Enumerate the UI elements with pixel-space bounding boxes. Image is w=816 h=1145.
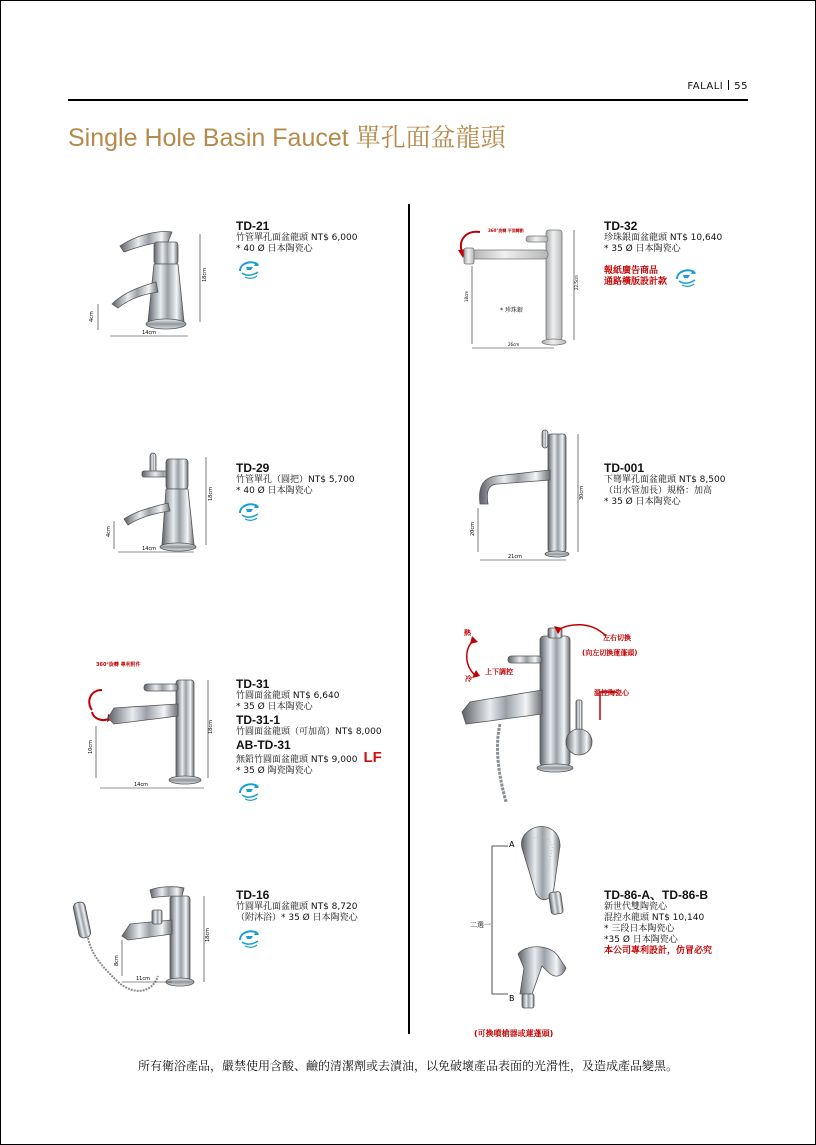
product-code: TD-86-A、TD-86-B <box>604 888 709 902</box>
faucet-drawing <box>464 230 566 345</box>
product-td31 <box>236 677 382 806</box>
ceramic-cartridge-icon <box>236 500 262 522</box>
product-code: TD-31 <box>236 677 270 691</box>
ceramic-cartridge-icon <box>673 266 699 288</box>
td16-faucet-image <box>72 876 222 1016</box>
product-cartridge: * 35 Ø 日本陶瓷心 <box>604 244 681 254</box>
product-code: TD-32 <box>604 219 638 233</box>
product-td001 <box>604 461 725 508</box>
product-cartridge: * 40 Ø 日本陶瓷心 <box>236 486 313 496</box>
td32-faucet-image <box>450 218 590 352</box>
mixer-annotation-cold: 冷 <box>465 675 472 683</box>
product-td86 <box>604 888 712 957</box>
td16-height-dim: 18cm <box>205 928 211 942</box>
ceramic-cartridge-icon <box>236 258 262 280</box>
td29-height-dim: 18cm <box>208 487 214 501</box>
faucet-drawing <box>112 232 186 329</box>
promo-note-2: 通路橫版設計款 <box>604 277 668 287</box>
product-cartridge: （附沐浴）* 35 Ø 日本陶瓷心 <box>236 913 358 923</box>
td21-height-dim: 18cm <box>202 268 208 282</box>
td32-rotation-annotation: 360°旋轉 平面轉動 <box>488 228 524 233</box>
page-title: Single Hole Basin Faucet 單孔面盆龍頭 <box>68 124 506 152</box>
product-description: 竹管單孔（圓把）NT$ 5,700 <box>236 475 355 485</box>
product-description: 珍珠銀面盆龍頭 NT$ 10,640 <box>604 233 723 243</box>
td21-spout-dim: 4cm <box>89 311 95 322</box>
product-spec: （出水管加長）規格：加高 <box>604 486 713 496</box>
product-line-2: 混控水龍頭 NT$ 10,140 <box>604 913 705 923</box>
faucet-drawing <box>462 628 592 802</box>
brand-name: FALALI <box>687 81 724 92</box>
mixer-annotation-left-right-sub: (向左切換蓮蓬頭) <box>582 649 638 657</box>
td29-spout-dim: 4cm <box>106 526 112 537</box>
td001-reach-dim: 21cm <box>508 554 522 560</box>
ceramic-cartridge-icon <box>236 780 262 802</box>
care-notice: 所有衛浴產品，嚴禁使用含酸、鹼的清潔劑或去漬油，以免破壞產品表面的光滑性，及造成產品變黑。 <box>137 1059 678 1073</box>
td32-side-dim: 22.5cm <box>574 274 579 290</box>
product-description: 下彎單孔面盆龍頭 NT$ 8,500 <box>604 475 726 485</box>
option-b-label: B <box>509 994 515 1003</box>
td29-reach-dim: 14cm <box>142 546 156 552</box>
faucet-drawing <box>72 887 194 991</box>
mixer-annotation-temp: 溫控陶瓷心 <box>594 689 629 697</box>
product-description: 竹圓面盆龍頭 NT$ 6,640 <box>236 691 340 701</box>
product-line-4: *35 Ø 日本陶瓷心 <box>604 935 678 945</box>
page-number: 55 <box>734 81 748 92</box>
td32-finish-label: * 珍珠銀 <box>500 307 523 314</box>
td31-rotation-annotation: 360°旋轉 專利附件 <box>96 662 141 668</box>
td31-reach-dim: 14cm <box>134 782 148 788</box>
faucet-drawing <box>108 680 201 784</box>
product-code-2: TD-31-1 <box>236 713 281 727</box>
sprayer-drawing <box>518 947 566 1008</box>
product-cartridge: * 35 Ø 日本陶瓷心 <box>236 702 313 712</box>
product-td29 <box>236 461 355 526</box>
faucet-drawing <box>124 453 196 551</box>
product-code: TD-21 <box>236 219 270 233</box>
td31-spout-dim: 10cm <box>88 740 94 754</box>
product-description-3: 無鉛竹圓面盆龍頭 NT$ 9,000 <box>236 755 358 765</box>
product-description: 竹管單孔面盆龍頭 NT$ 6,000 <box>236 233 358 243</box>
choose-one-label: 二選一 <box>470 921 491 929</box>
header-separator <box>728 80 729 90</box>
product-cartridge-3: * 35 Ø 陶瓷陶瓷心 <box>236 766 313 776</box>
mixer-annotation-left-right: 左右切換 <box>603 634 631 642</box>
td16-reach-dim: 11cm <box>136 976 150 982</box>
product-description: 竹圓單孔面盆龍頭 NT$ 8,720 <box>236 902 358 912</box>
product-code-3: AB-TD-31 <box>236 738 291 752</box>
product-td21 <box>236 219 357 284</box>
option-a-label: A <box>509 840 515 849</box>
product-cartridge: * 35 Ø 日本陶瓷心 <box>604 497 681 507</box>
product-td32 <box>604 219 722 288</box>
hand-shower-drawing <box>521 827 563 915</box>
running-header <box>687 80 748 92</box>
td29-faucet-image <box>106 445 228 557</box>
product-code: TD-001 <box>604 461 645 475</box>
td001-height-dim: 30cm <box>579 486 585 500</box>
promo-note-1: 報紙廣告商品 <box>604 266 659 276</box>
td31-height-dim: 18cm <box>208 720 214 734</box>
td001-faucet-image <box>462 424 592 566</box>
column-divider <box>408 204 410 1034</box>
td32-reach-dim: 26cm <box>508 342 520 347</box>
td31-faucet-image <box>84 654 216 796</box>
td21-faucet-image <box>88 212 220 344</box>
td32-height-dim: 18cm <box>464 290 469 302</box>
mixer-annotation-up-down: 上下調控 <box>485 668 513 676</box>
product-line-1: 新世代雙陶瓷心 <box>604 902 668 912</box>
td001-spout-dim: 20cm <box>470 522 476 536</box>
product-code: TD-16 <box>236 888 270 902</box>
td86-accessory-image <box>462 818 588 1014</box>
lead-free-badge: LF <box>363 749 382 766</box>
patent-note: 本公司專利設計，仿冒必究 <box>604 946 713 956</box>
header-rule <box>68 99 748 101</box>
td21-reach-dim: 14cm <box>142 330 156 336</box>
product-td16 <box>236 888 358 953</box>
td86-caption: (可換噴槍器或蓮蓬頭) <box>474 1029 554 1038</box>
product-cartridge: * 40 Ø 日本陶瓷心 <box>236 244 313 254</box>
product-line-3: * 三段日本陶瓷心 <box>604 924 675 934</box>
mixer-annotation-hot: 熱 <box>464 629 471 637</box>
product-code: TD-29 <box>236 461 270 475</box>
faucet-drawing <box>480 430 569 557</box>
product-description-2: 竹圓面盆龍頭（可加高）NT$ 8,000 <box>236 727 382 737</box>
ceramic-cartridge-icon <box>236 927 262 949</box>
td16-spout-dim: 8cm <box>114 955 120 966</box>
